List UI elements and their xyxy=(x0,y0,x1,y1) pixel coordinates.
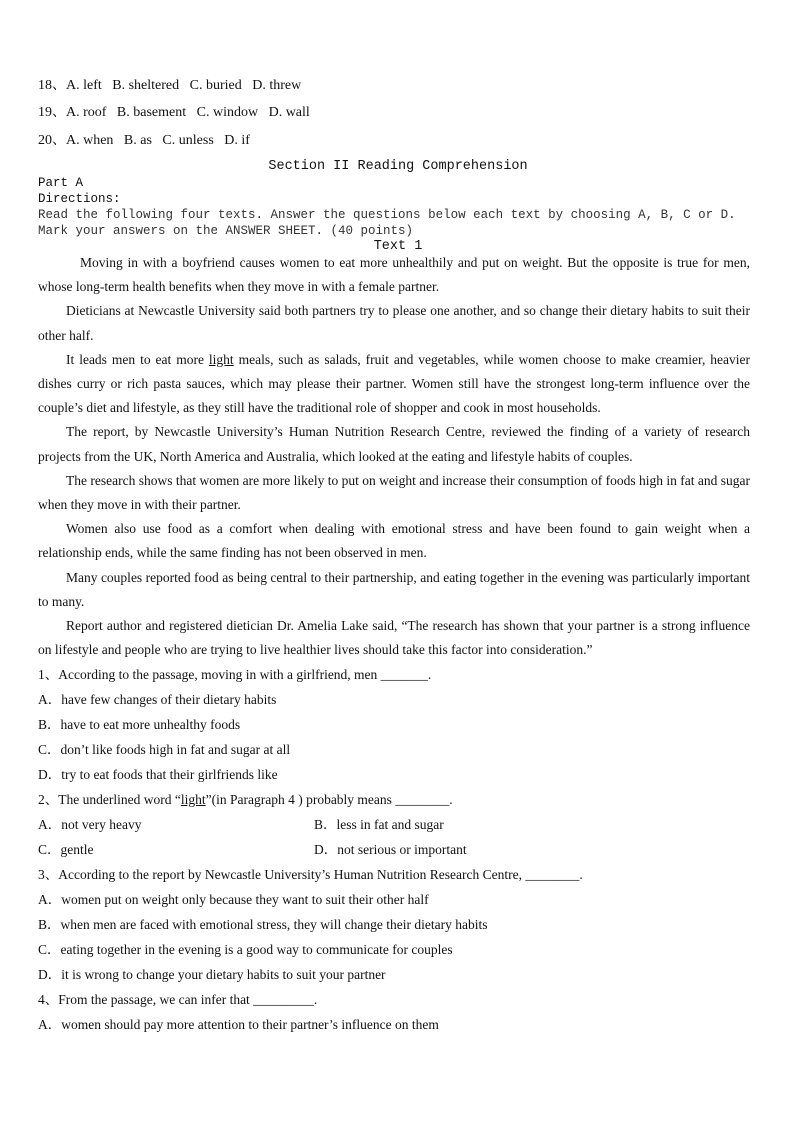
paragraph: Women also use food as a comfort when dealing with emotional stress and have been found to gain weight when a relationship ends, while the same finding has not been observed in men. xyxy=(38,521,750,561)
paragraph: Dieticians at Newcastle University said both partners try to please one another, and so change their dietary habits to suit their other half. xyxy=(38,303,750,343)
paragraph: Many couples reported food as being central to their partnership, and eating together in the evening was particularly important to many. xyxy=(38,569,750,609)
paragraph: It leads men to eat more light meals, such as salads, fruit and vegetables, while women choose to make creamier, heavier dishes curry or rich pasta sauces, which may please their partner. Women still have the strongest long-term influence over the couple’s diet and lifestyle, as they still have the traditional role of shopper and cook in most households. xyxy=(38,351,751,416)
section-header xyxy=(38,159,758,255)
cloze-options-19: 19、A. roof B. basement C. window D. wall xyxy=(38,105,310,120)
part-label: Part A xyxy=(38,176,84,190)
text-title: Text 1 xyxy=(373,239,423,254)
paragraph: Report author and registered dietician Dr. Amelia Lake said, “The research has shown that your partner is a strong influence on lifestyle and people who are trying to live healthier lives should take this factor into consideration.” xyxy=(38,618,750,658)
passage xyxy=(38,251,750,662)
question-3-stem: 3、According to the report by Newcastle University’s Human Nutrition Research Centre, ________. xyxy=(38,867,583,882)
directions-label: Directions: xyxy=(38,192,121,206)
question-option: A．have few changes of their dietary habits xyxy=(38,692,277,707)
paragraph: The report, by Newcastle University’s Human Nutrition Research Centre, reviewed the finding of a variety of research projects from the UK, North America and Australia, which looked at the eating and lifestyle habits of couples. xyxy=(38,424,750,464)
cloze-options-20: 20、A. when B. as C. unless D. if xyxy=(38,133,250,148)
question-option: C．don’t like foods high in fat and sugar at all xyxy=(38,742,291,757)
paragraph: Moving in with a boyfriend causes women to eat more unhealthily and put on weight. But the opposite is true for men, whose long-term health benefits when they move in with a female partner. xyxy=(38,255,750,295)
question-option: C．gentle xyxy=(38,842,94,857)
question-1-stem: 1、According to the passage, moving in with a girlfriend, men _______. xyxy=(38,667,432,682)
question-option: A．women put on weight only because they want to suit their other half xyxy=(38,892,429,907)
question-option: D．not serious or important xyxy=(314,842,467,857)
paragraph: The research shows that women are more likely to put on weight and increase their consumption of foods high in fat and sugar when they move in with their partner. xyxy=(38,472,750,513)
question-option: B．when men are faced with emotional stress, they will change their dietary habits xyxy=(38,917,488,932)
question-option: D．try to eat foods that their girlfriends like xyxy=(38,767,278,782)
questions xyxy=(38,662,750,1037)
question-option: A．not very heavy xyxy=(38,817,142,832)
directions-text: Read the following four texts. Answer the questions below each text by choosing A, B, C or D. Mark your answers on the ANSWER SHEET. (40 points) xyxy=(38,208,736,238)
question-option: A．women should pay more attention to their partner’s influence on them xyxy=(38,1017,439,1032)
question-option: B．have to eat more unhealthy foods xyxy=(38,717,241,732)
cloze-options-18: 18、A. left B. sheltered C. buried D. threw xyxy=(38,78,302,93)
question-option: D．it is wrong to change your dietary habits to suit your partner xyxy=(38,967,386,982)
question-2-stem: 2、The underlined word “light”(in Paragraph 4 ) probably means ________. xyxy=(38,792,453,807)
question-option: C．eating together in the evening is a good way to communicate for couples xyxy=(38,942,453,957)
underlined-word: light xyxy=(208,351,234,367)
question-option: B．less in fat and sugar xyxy=(314,817,444,832)
question-4-stem: 4、From the passage, we can infer that _________. xyxy=(38,992,318,1007)
section-title: Section II Reading Comprehension xyxy=(268,159,528,174)
